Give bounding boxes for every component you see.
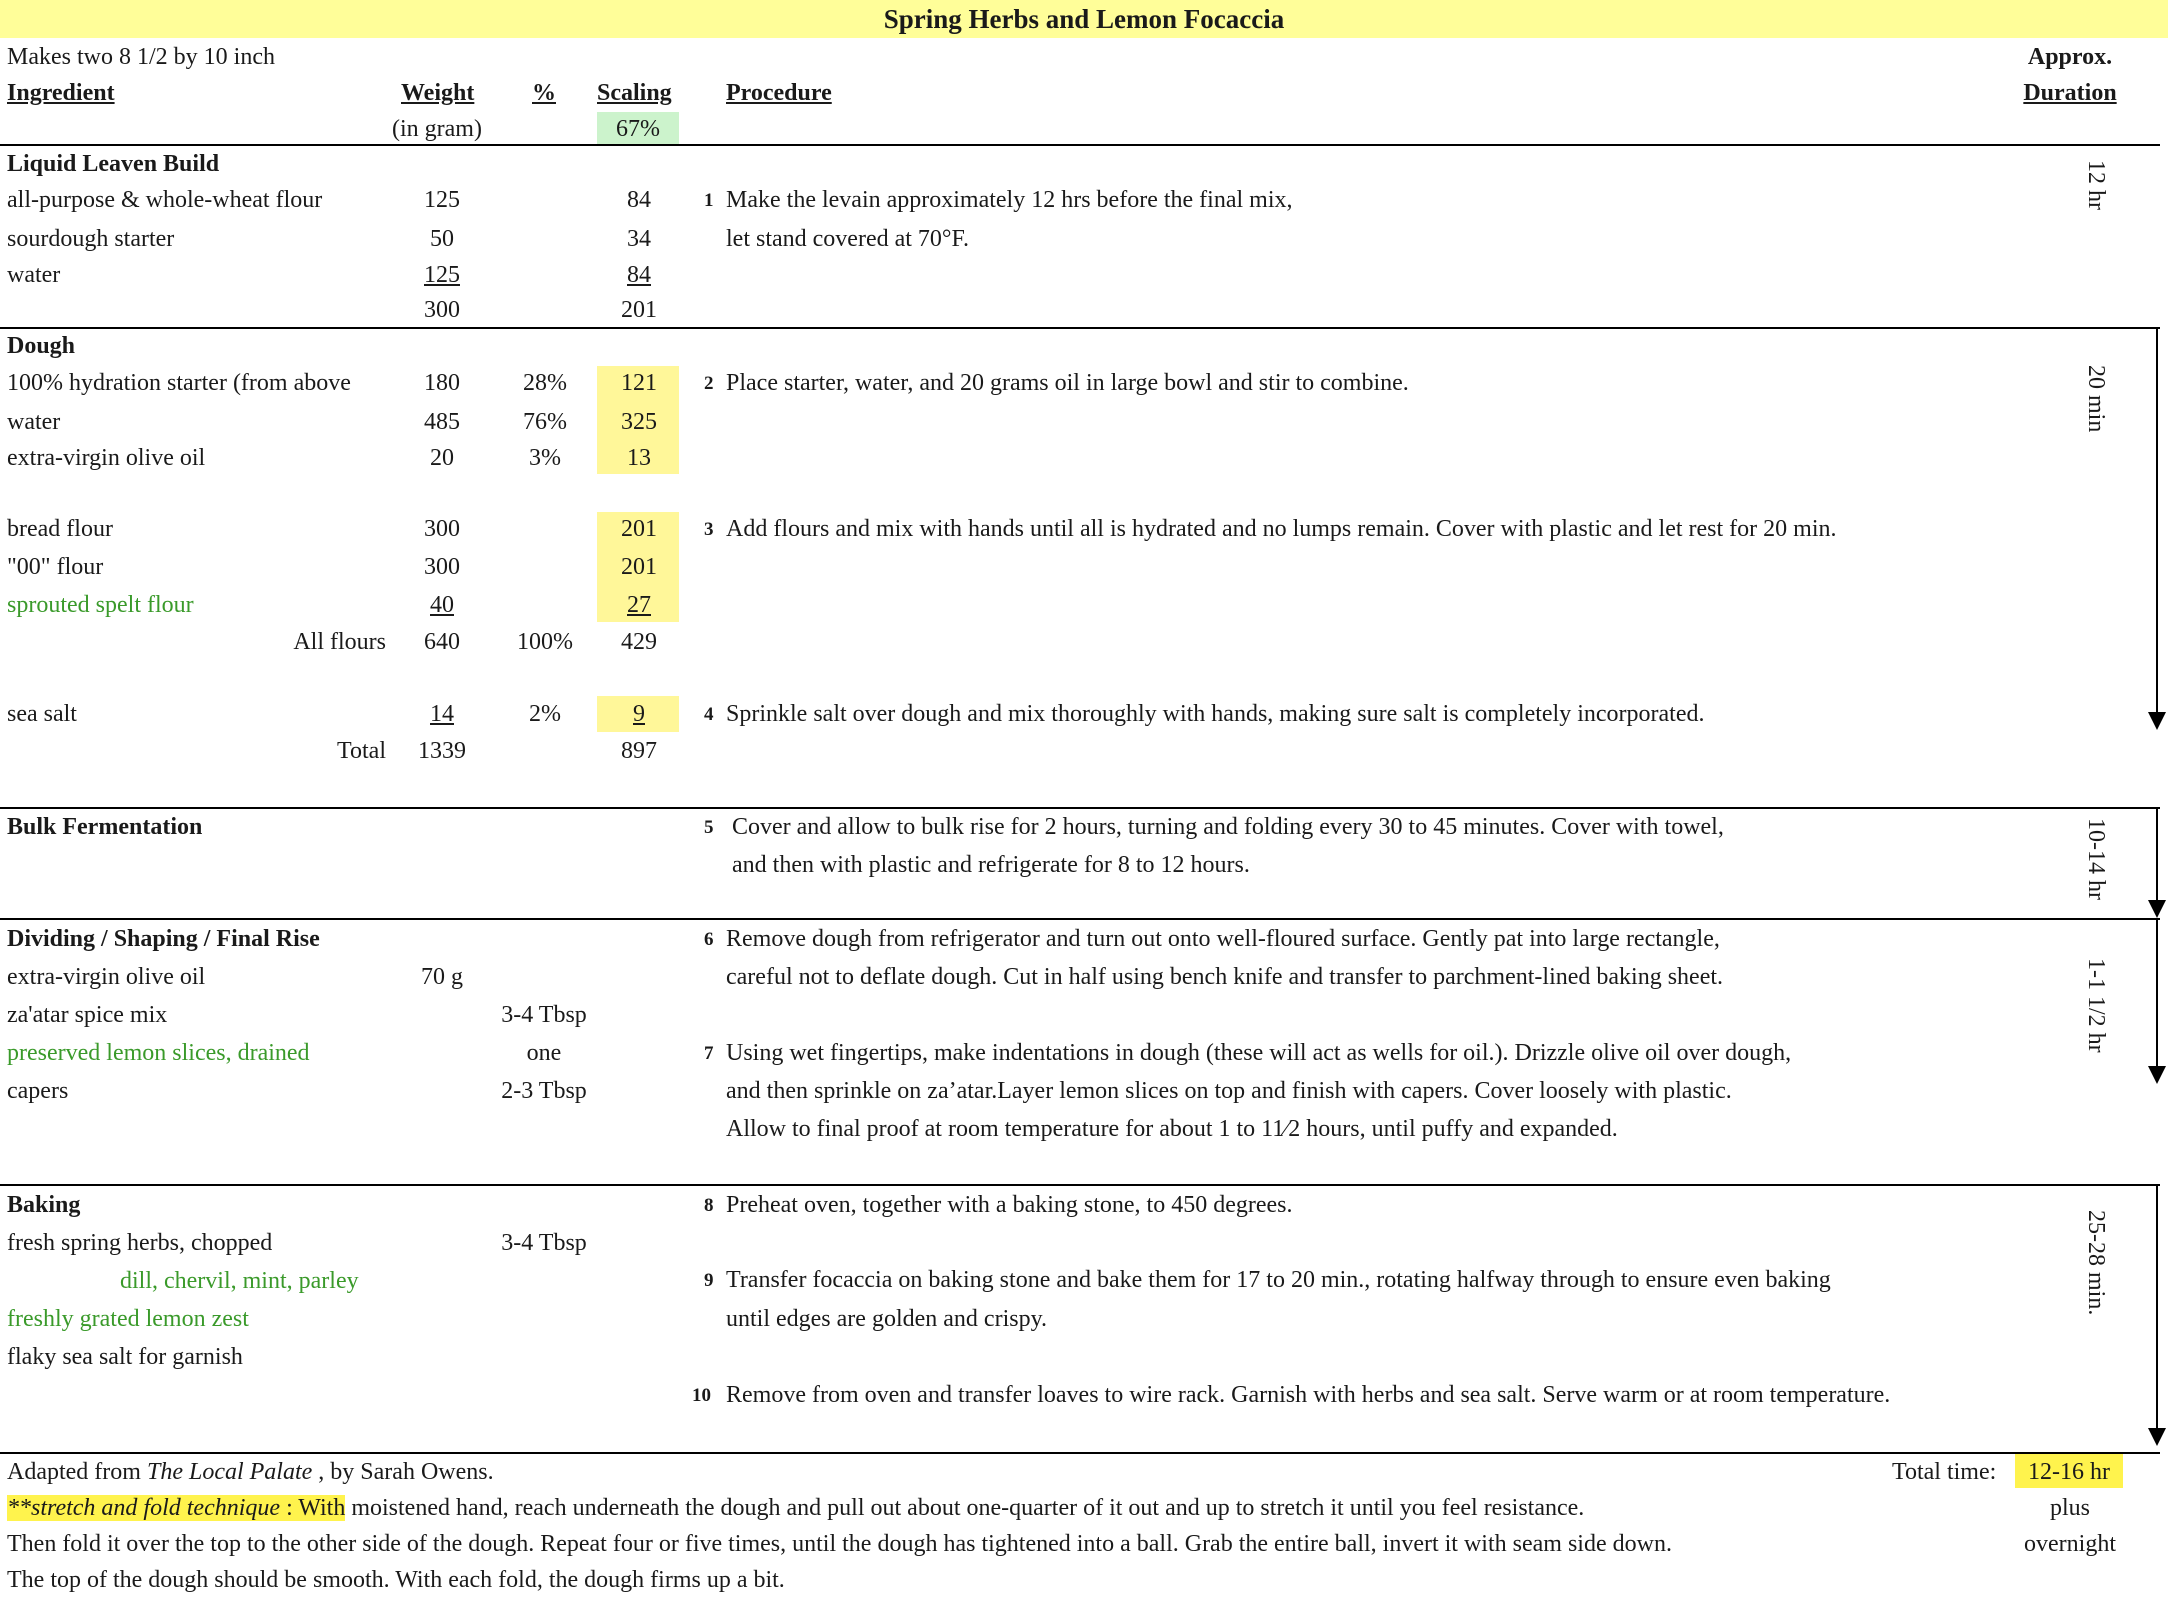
step-number: 10: [692, 1385, 711, 1406]
ingredient-weight: 70 g: [421, 964, 463, 990]
ingredient-weight: 125: [424, 187, 460, 213]
scaling-factor: 67%: [616, 116, 660, 142]
ingredient-amount: one: [526, 1040, 562, 1066]
duration-arrow: [2156, 328, 2158, 714]
ingredient-scaling: 201: [621, 554, 657, 580]
section-heading-dough: Dough: [7, 333, 76, 359]
leaven-total-weight: 300: [424, 297, 460, 323]
ingredient-name: all-purpose & whole-wheat flour: [7, 187, 323, 213]
ingredient-name: bread flour: [7, 516, 113, 542]
dough-total-scaling: 897: [621, 738, 657, 764]
step-number: 1: [704, 190, 714, 211]
step-number: 8: [704, 1195, 714, 1216]
divider: [0, 327, 2160, 329]
duration-label: 12 hr: [2083, 160, 2109, 210]
ingredient-weight: 40: [430, 592, 454, 618]
recipe-title: Spring Herbs and Lemon Focaccia: [0, 0, 2168, 38]
step-number: 3: [704, 519, 714, 540]
duration-label: 1-1 1/2 hr: [2083, 958, 2109, 1053]
duration-label: 25-28 min.: [2083, 1210, 2109, 1316]
duration-label: 20 min: [2083, 365, 2109, 433]
step-text: Place starter, water, and 20 grams oil in large bowl and stir to combine.: [726, 370, 1409, 396]
step-number: 2: [704, 373, 714, 394]
step-text: until edges are golden and crispy.: [726, 1306, 1048, 1332]
section-heading-bulk: Bulk Fermentation: [7, 814, 203, 840]
ingredient-name: water: [7, 262, 61, 288]
divider: [0, 144, 2160, 146]
divider: [0, 1452, 2160, 1454]
dough-total-label: Total: [337, 738, 386, 764]
leaven-total-scaling: 201: [621, 297, 657, 323]
ingredient-weight: 300: [424, 516, 460, 542]
arrow-head: [2148, 712, 2166, 730]
source-prefix: Adapted from: [7, 1459, 147, 1485]
header-weight: Weight: [401, 80, 475, 106]
ingredient-scaling: 27: [627, 592, 651, 618]
source-title: The Local Palate: [146, 1459, 313, 1485]
ingredient-name: za'atar spice mix: [7, 1002, 168, 1028]
step-number: 9: [704, 1270, 714, 1291]
ingredient-percent: 3%: [529, 445, 561, 471]
ingredient-scaling: 325: [621, 409, 657, 435]
section-heading-baking: Baking: [7, 1192, 81, 1218]
technique-text: moistened hand, reach underneath the dough and pull out about one-quarter of it out and up to stretch it until you feel resistance.: [345, 1495, 1585, 1521]
ingredient-name: capers: [7, 1078, 69, 1104]
section-heading-leaven: Liquid Leaven Build: [7, 151, 220, 177]
ingredient-weight: 300: [424, 554, 460, 580]
ingredient-amount: 2-3 Tbsp: [501, 1078, 587, 1104]
source-author: , by Sarah Owens.: [312, 1459, 494, 1485]
ingredient-percent: 76%: [523, 409, 567, 435]
all-flours-weight: 640: [424, 629, 460, 655]
step-number: 6: [704, 929, 714, 950]
total-time-value: 12-16 hr: [2028, 1459, 2110, 1485]
technique-colon: : With: [280, 1495, 346, 1521]
step-text: and then sprinkle on za’atar.Layer lemon slices on top and finish with capers. Cover loosely with plastic.: [726, 1078, 1732, 1104]
header-scaling: Scaling: [597, 80, 672, 106]
technique-note: [7, 1493, 1584, 1523]
ingredient-name: sea salt: [7, 701, 77, 727]
ingredient-scaling: 84: [627, 187, 651, 213]
header-percent: %: [532, 80, 556, 106]
ingredient-name: extra-virgin olive oil: [7, 445, 206, 471]
ingredient-name: dill, chervil, mint, parley: [120, 1268, 359, 1294]
step-text: Preheat oven, together with a baking stone, to 450 degrees.: [726, 1192, 1293, 1218]
yield-text: Makes two 8 1/2 by 10 inch: [7, 44, 275, 70]
ingredient-weight: 485: [424, 409, 460, 435]
ingredient-amount: 3-4 Tbsp: [501, 1002, 587, 1028]
step-text: Cover and allow to bulk rise for 2 hours, turning and folding every 30 to 45 minutes. Cover with towel,: [732, 814, 1724, 840]
duration-arrow: [2156, 1185, 2158, 1430]
ingredient-weight: 20: [430, 445, 454, 471]
step-text: Using wet fingertips, make indentations in dough (these will act as wells for oil.). Drizzle olive oil over dough,: [726, 1040, 1792, 1066]
duration-label: 10-14 hr: [2083, 818, 2109, 900]
ingredient-name: water: [7, 409, 61, 435]
ingredient-name: sourdough starter: [7, 226, 175, 252]
ingredient-name: flaky sea salt for garnish: [7, 1344, 243, 1370]
step-number: 5: [704, 817, 714, 838]
ingredient-percent: 2%: [529, 701, 561, 727]
header-duration-line2: Duration: [2023, 80, 2117, 106]
ingredient-weight: 180: [424, 370, 460, 396]
ingredient-name: extra-virgin olive oil: [7, 964, 206, 990]
technique-label-highlight: [7, 1495, 345, 1521]
duration-arrow: [2156, 919, 2158, 1069]
step-text: Add flours and mix with hands until all is hydrated and no lumps remain. Cover with plastic and let rest for 20 min.: [726, 516, 1837, 542]
ingredient-scaling: 121: [621, 370, 657, 396]
step-number: 7: [704, 1043, 714, 1064]
duration-arrow: [2156, 808, 2158, 900]
technique-note-line2: Then fold it over the top to the other side of the dough. Repeat four or five times, until the dough has tightened into a ball. Grab the entire ball, invert it with seam side down.: [7, 1531, 1672, 1557]
ingredient-scaling: 84: [627, 262, 651, 288]
ingredient-percent: 28%: [523, 370, 567, 396]
step-text: Make the levain approximately 12 hrs before the final mix,: [726, 187, 1293, 213]
ingredient-name: freshly grated lemon zest: [7, 1306, 249, 1332]
ingredient-weight: 50: [430, 226, 454, 252]
divider: [0, 918, 2160, 920]
step-number: 4: [704, 704, 714, 725]
ingredient-scaling: 34: [627, 226, 651, 252]
technique-label: **stretch and fold technique: [7, 1495, 281, 1521]
ingredient-name: 100% hydration starter (from above: [7, 370, 351, 396]
source-credit: [7, 1457, 494, 1487]
step-text: careful not to deflate dough. Cut in half using bench knife and transfer to parchment-lined baking sheet.: [726, 964, 1724, 990]
total-time-overnight: overnight: [2024, 1531, 2116, 1557]
step-text: Remove from oven and transfer loaves to wire rack. Garnish with herbs and sea salt. Serve warm or at room temperature.: [726, 1382, 1891, 1408]
header-duration-line1: Approx.: [2027, 44, 2113, 70]
ingredient-scaling: 13: [627, 445, 651, 471]
divider: [0, 807, 2160, 809]
weight-unit: (in gram): [392, 116, 482, 142]
all-flours-scaling: 429: [621, 629, 657, 655]
header-procedure: Procedure: [726, 80, 832, 106]
section-heading-shaping: Dividing / Shaping / Final Rise: [7, 926, 320, 952]
divider: [0, 1184, 2160, 1186]
step-text: Allow to final proof at room temperature for about 1 to 11⁄2 hours, until puffy and expanded.: [726, 1116, 1618, 1142]
ingredient-name: sprouted spelt flour: [7, 592, 194, 618]
all-flours-percent: 100%: [517, 629, 573, 655]
ingredient-scaling: 9: [633, 701, 645, 727]
ingredient-name: "00" flour: [7, 554, 104, 580]
ingredient-name: fresh spring herbs, chopped: [7, 1230, 273, 1256]
arrow-head: [2148, 900, 2166, 918]
arrow-head: [2148, 1066, 2166, 1084]
total-time-plus: plus: [2049, 1495, 2090, 1521]
ingredient-weight: 125: [424, 262, 460, 288]
ingredient-weight: 14: [430, 701, 454, 727]
dough-total-weight: 1339: [418, 738, 466, 764]
ingredient-scaling: 201: [621, 516, 657, 542]
step-text: let stand covered at 70°F.: [726, 226, 969, 252]
arrow-head: [2148, 1428, 2166, 1446]
step-text: Transfer focaccia on baking stone and bake them for 17 to 20 min., rotating halfway through to ensure even baking: [726, 1267, 1831, 1293]
step-text: and then with plastic and refrigerate for 8 to 12 hours.: [732, 852, 1250, 878]
technique-note-line3: The top of the dough should be smooth. With each fold, the dough firms up a bit.: [7, 1567, 785, 1593]
step-text: Sprinkle salt over dough and mix thoroughly with hands, making sure salt is completely incorporated.: [726, 701, 1705, 727]
header-ingredient: Ingredient: [7, 80, 115, 106]
total-time-label: Total time:: [1892, 1459, 1997, 1485]
ingredient-amount: 3-4 Tbsp: [501, 1230, 587, 1256]
step-text: Remove dough from refrigerator and turn out onto well-floured surface. Gently pat into large rectangle,: [726, 926, 1720, 952]
ingredient-name: preserved lemon slices, drained: [7, 1040, 310, 1066]
all-flours-label: All flours: [293, 629, 386, 655]
